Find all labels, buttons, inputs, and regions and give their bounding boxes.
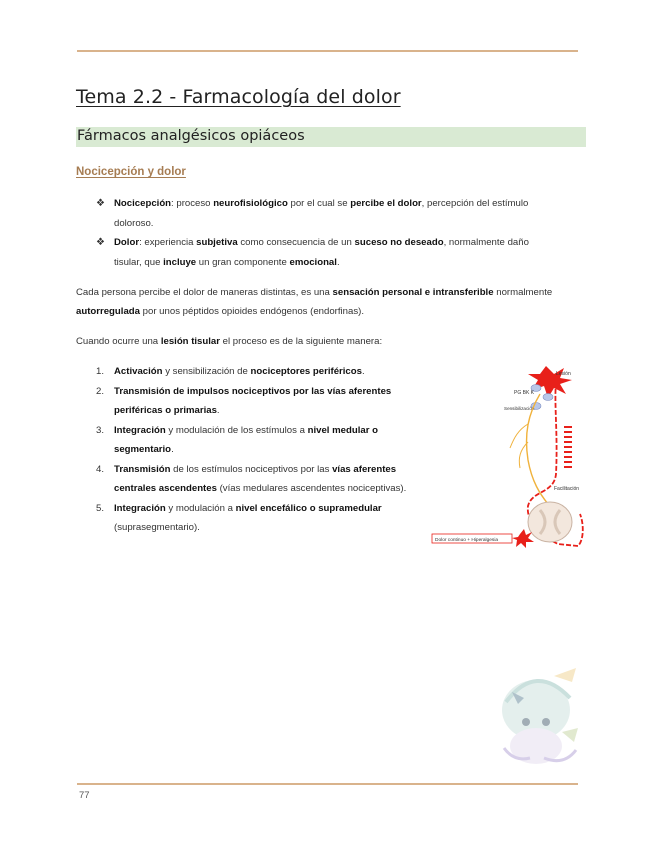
text-run: un gran componente (196, 256, 290, 268)
bottom-rule (77, 783, 578, 785)
section-title: Fármacos analgésicos opiáceos (77, 128, 305, 144)
figure-label-top: Lesión (556, 371, 571, 377)
bold-text: nivel medular o segmentario (114, 424, 378, 455)
bold-text: vías aferentes centrales ascendentes (114, 463, 397, 494)
definition-text (114, 198, 528, 229)
chibi-character-illustration (484, 662, 594, 774)
bold-text: sensación personal e intransferible (332, 287, 494, 298)
text-run: por unos péptidos opioides endógenos (endorfinas). (139, 306, 364, 317)
step-text (114, 386, 391, 417)
text-run: normalmente (493, 287, 553, 298)
text-run: como consecuencia de un (237, 237, 355, 248)
definition-item (96, 233, 556, 272)
text-run: por el cual se (287, 198, 351, 209)
text-run: , normalmente daño tisular, que (114, 237, 529, 268)
definition-item (96, 194, 556, 233)
text-run: Cada persona percibe el dolor de maneras distintas, es una (76, 287, 333, 298)
text-run: y sensibilización de (162, 366, 251, 377)
bold-text: Integración (114, 502, 166, 514)
definition-text (114, 237, 529, 268)
text-run: : experiencia (139, 237, 197, 248)
step-number: 3. (96, 424, 105, 436)
text-run: : proceso (171, 198, 214, 209)
step-number: 5. (96, 502, 105, 514)
subsection-title: Nocicepción y dolor (76, 166, 186, 178)
step-text (114, 464, 406, 495)
bold-text: nivel encefálico o supramedular (235, 502, 382, 514)
bold-text: subjetiva (196, 237, 238, 248)
text-run: y modulación a (165, 502, 236, 514)
signal-bars (564, 426, 572, 468)
figure-label-sensitization: Sensibilización (504, 406, 535, 411)
step-text (114, 366, 365, 377)
definition-list (96, 194, 556, 272)
top-rule (77, 50, 578, 52)
text-run: . (336, 256, 340, 268)
text-run: y modulación de los estímulos a (165, 424, 308, 436)
bold-text: Nocicepción (114, 198, 172, 209)
text-run: . (171, 444, 174, 455)
step-text (114, 503, 382, 534)
bold-text: Transmisión de impulsos nociceptivos por las vías aferentes periféricas o primarias (114, 385, 392, 416)
bold-text: emocional (289, 256, 337, 268)
bold-text: Transmisión (114, 463, 171, 475)
paragraph (76, 283, 576, 321)
step-text (114, 425, 378, 456)
figure-label-mediators: PG BK K (514, 390, 535, 396)
diamond-bullet-icon: ❖ (96, 237, 105, 248)
bold-text: Integración (114, 424, 166, 436)
figure-label-facilitation: Facilitación (554, 486, 580, 492)
text-run: , percepción del estímulo doloroso. (114, 198, 529, 229)
bold-text: lesión tisular (160, 336, 220, 347)
step-item (96, 362, 426, 382)
step-item (96, 382, 426, 421)
bold-text: Dolor (114, 237, 140, 248)
bold-text: Activación (114, 366, 163, 377)
text-run: . (361, 366, 365, 377)
receptor-cell (543, 394, 553, 401)
bold-text: neurofisiológico (213, 198, 288, 209)
diamond-bullet-icon: ❖ (96, 198, 105, 209)
bold-text: incluye (163, 256, 197, 268)
text-run: Cuando ocurre una (76, 336, 161, 347)
spinal-cord (528, 502, 572, 542)
bold-text: suceso no deseado (354, 237, 444, 248)
bold-text: nociceptores periféricos (250, 366, 362, 377)
text-run: (vías medulares ascendentes nociceptivas). (216, 483, 407, 494)
step-number: 1. (96, 366, 105, 377)
step-item (96, 460, 426, 499)
nociception-pathway-figure (428, 364, 588, 556)
figure-label-result: Dolor continuo + Hiperalgesia (435, 538, 499, 543)
text-run: de los estímulos nociceptivos por las (170, 463, 333, 475)
bold-text: autorregulada (76, 306, 140, 317)
step-item (96, 421, 426, 460)
step-number: 2. (96, 385, 105, 397)
page-number: 77 (79, 790, 90, 801)
bold-text: percibe el dolor (350, 198, 422, 209)
text-run: (suprasegmentario). (114, 522, 200, 533)
step-number: 4. (96, 463, 105, 475)
text-run: . (216, 405, 220, 416)
process-steps (96, 362, 426, 538)
text-run: el proceso es de la siguiente manera: (220, 336, 383, 347)
step-item (96, 499, 426, 538)
page-title: Tema 2.2 - Farmacología del dolor (76, 86, 401, 108)
paragraph (76, 332, 576, 351)
